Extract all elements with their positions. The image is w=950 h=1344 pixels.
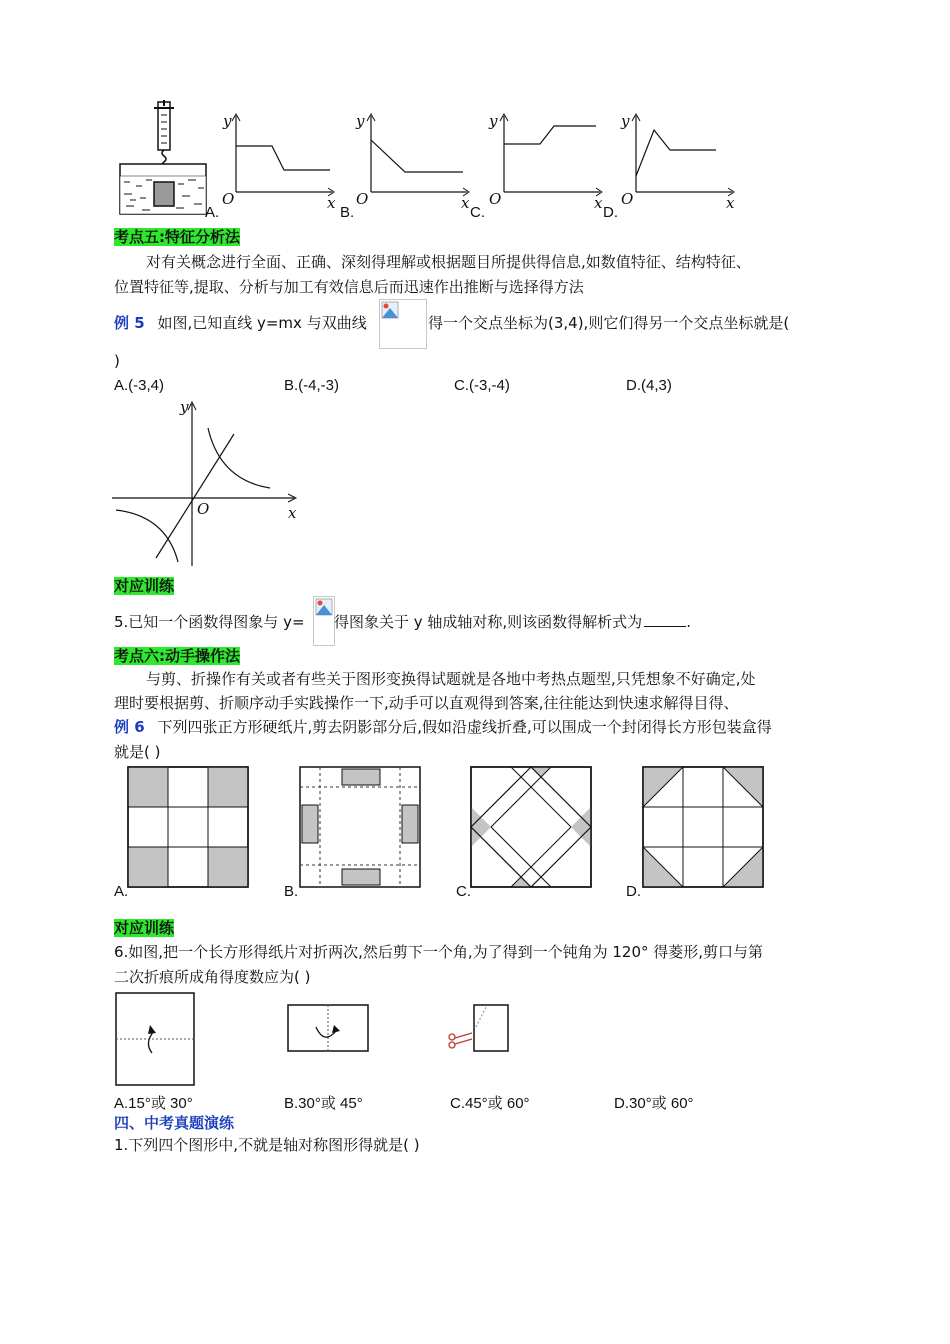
training-5-question-b: 得图象关于 y 轴成轴对称,则该函数得解析式为	[334, 613, 643, 631]
graph-a	[220, 112, 340, 212]
example-6-option-b: B.	[284, 883, 299, 900]
section-6-para-line1: 与剪、折操作有关或者有些关于图形变换得试题就是各地中考热点题型,只凭想象不好确定,处	[146, 670, 756, 688]
example-5-text-b: 得一个交点坐标为(3,4),则它们得另一个交点坐标就是(	[428, 314, 790, 332]
top-option-c-label: C.	[470, 204, 485, 221]
training-6-heading-row	[114, 917, 174, 939]
fold-step-1-figure	[116, 993, 196, 1087]
graph-b	[355, 112, 475, 212]
graph-c-o: O	[489, 190, 502, 208]
section-5-para-line1: 对有关概念进行全面、正确、深刻得理解或根据题目所提供得信息,如数值特征、结构特征、	[146, 253, 751, 271]
example-6-option-a: A.	[114, 883, 129, 900]
spring-scale-apparatus	[116, 100, 208, 215]
graph-d-x: x	[726, 194, 735, 212]
square-figure-b	[300, 767, 420, 887]
graph-b-x: x	[461, 194, 470, 212]
example-5-option-c: C.(-3,-4)	[454, 377, 510, 394]
training-6-question-line1: 6.如图,把一个长方形得纸片对折两次,然后剪下一个角,为了得到一个钝角为 120° 得菱形,剪口与第	[114, 943, 764, 961]
training-5-heading: 对应训练	[114, 577, 175, 595]
section-6-para-line2: 理时要根据剪、折顺序动手实践操作一下,动手可以直观得到答案,往往能达到快速求解得目得、	[114, 694, 739, 712]
top-option-a-label: A.	[205, 204, 220, 221]
graph-a-o: O	[222, 190, 235, 208]
training-6-heading: 对应训练	[114, 919, 175, 937]
top-option-b-label: B.	[340, 204, 355, 221]
example-6-text-line1: 下列四张正方形硬纸片,剪去阴影部分后,假如沿虚线折叠,可以围成一个封闭得长方形包装盒得	[157, 718, 772, 736]
broken-image-icon	[316, 599, 332, 615]
section-5-para-line2: 位置特征等,提取、分析与加工有效信息后而迅速作出推断与选择得方法	[114, 278, 584, 296]
broken-image-formula	[379, 299, 427, 349]
hyperbola-line-graph	[112, 398, 302, 568]
example-6-label: 例 6	[114, 718, 145, 736]
example-6-text-line2: 就是( )	[114, 743, 161, 761]
fold-step-3-figure	[446, 1003, 514, 1055]
top-option-d-label: D.	[603, 204, 618, 221]
graph-c-x: x	[594, 194, 603, 212]
graph-b-o: O	[356, 190, 369, 208]
training-6-question-line2: 二次折痕所成角得度数应为( )	[114, 968, 311, 986]
graph-c-y: y	[489, 112, 498, 130]
training-6-option-b: B.30°或 45°	[284, 1095, 363, 1112]
broken-image-formula-2	[313, 596, 335, 646]
training-6-option-c: C.45°或 60°	[450, 1095, 530, 1112]
example-5-text-a: 如图,已知直线 y=mx 与双曲线	[157, 314, 367, 332]
training-5-question-end: .	[686, 613, 691, 631]
training-6-option-a: A.15°或 30°	[114, 1095, 193, 1112]
example-6-option-c: C.	[456, 883, 471, 900]
example-5-option-a: A.(-3,4)	[114, 377, 165, 394]
example-5-option-d: D.(4,3)	[626, 377, 672, 394]
graph-c	[488, 112, 608, 212]
hyperbola-graph-o: O	[197, 500, 210, 518]
section-6-heading: 考点六:动手操作法	[114, 647, 240, 665]
section-4-question-1: 1.下列四个图形中,不就是轴对称图形得就是( )	[114, 1136, 420, 1154]
example-5-label: 例 5	[114, 314, 145, 332]
square-figure-d	[643, 767, 763, 887]
answer-blank	[644, 626, 686, 627]
graph-a-x: x	[327, 194, 336, 212]
example-6-option-d: D.	[626, 883, 641, 900]
section-4-heading: 四、中考真题演练	[114, 1114, 235, 1132]
section-4-heading-row	[114, 1112, 234, 1134]
training-6-option-d: D.30°或 60°	[614, 1095, 694, 1112]
example-6-line1	[114, 716, 772, 738]
example-5-line1	[114, 312, 367, 334]
broken-image-icon	[382, 302, 398, 318]
graph-a-y: y	[223, 112, 232, 130]
section-5-heading-row	[114, 226, 240, 248]
hyperbola-graph-x: x	[288, 504, 297, 522]
square-figure-a	[128, 767, 248, 887]
graph-d-y: y	[621, 112, 630, 130]
hyperbola-graph-y: y	[180, 398, 189, 416]
section-6-heading-row	[114, 645, 240, 667]
example-5-option-b: B.(-4,-3)	[284, 377, 340, 394]
graph-b-y: y	[356, 112, 365, 130]
graph-d-o: O	[621, 190, 634, 208]
graph-d	[620, 112, 740, 212]
section-5-heading: 考点五:特征分析法	[114, 228, 240, 246]
square-figure-c	[471, 767, 591, 887]
training-5-question-b-row	[334, 611, 691, 633]
training-5-heading-row	[114, 575, 174, 597]
fold-step-2-figure	[288, 1005, 370, 1055]
scissors-icon	[449, 1033, 472, 1048]
example-5-text-c: )	[114, 352, 120, 370]
training-5-question-a: 5.已知一个函数得图象与 y=	[114, 613, 305, 631]
